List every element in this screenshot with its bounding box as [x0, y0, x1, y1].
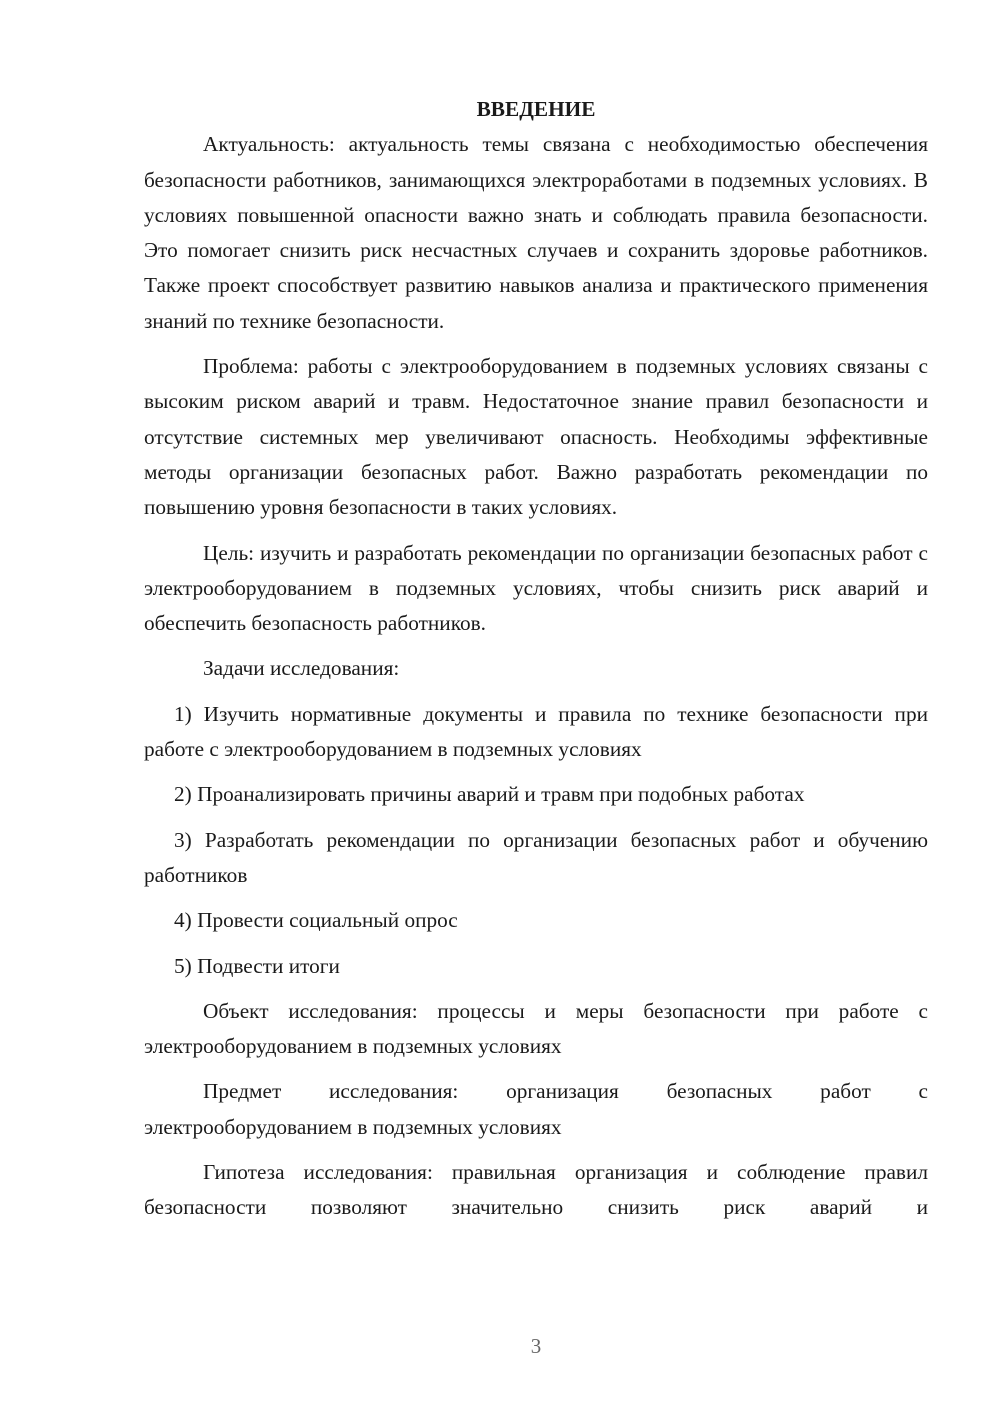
- section-heading: ВВЕДЕНИЕ: [476, 97, 596, 121]
- goal-paragraph: Цель: изучить и разработать рекомендации по организации безопасных работ с электрооборудованием в подземных условиях, чтобы снизить риск аварий и обеспечить безопасность работников.: [144, 540, 928, 636]
- task-item-3: 3) Разработать рекомендации по организации безопасных работ и обучению работников: [144, 827, 928, 887]
- problem-paragraph: Проблема: работы с электрооборудованием в подземных условиях связаны с высоким риском аварий и травм. Недостаточное знание правил безопасности и отсутствие системных мер увеличивают опасность. Необходимы эффективные методы организации безопасных работ. Важно разработать рекомендации по повышению уровня безопасности в таких условиях.: [144, 354, 928, 520]
- task-item-2: 2) Проанализировать причины аварий и травм при подобных работах: [174, 782, 805, 807]
- document-page: [144, 92, 928, 1226]
- relevance-paragraph: Актуальность: актуальность темы связана с необходимостью обеспечения безопасности работников, занимающихся электроработами в подземных условиях. В условиях повышенной опасности важно знать и соблюдать правила безопасности. Это помогает снизить риск несчастных случаев и сохранить здоровье работников. Также проект способствует развитию навыков анализа и практического применения знаний по технике безопасности.: [144, 132, 928, 333]
- tasks-title: Задачи исследования:: [203, 656, 400, 681]
- task-item-1: 1) Изучить нормативные документы и правила по технике безопасности при работе с электрооборудованием в подземных условиях: [144, 701, 928, 762]
- task-item-4: 4) Провести социальный опрос: [174, 908, 458, 933]
- object-paragraph: Объект исследования: процессы и меры безопасности при работе с электрооборудованием в подземных условиях: [144, 998, 928, 1059]
- page-number: 3: [530, 1334, 542, 1358]
- subject-paragraph: Предмет исследования: организация безопасных работ с электрооборудованием в подземных условиях: [144, 1079, 928, 1139]
- hypothesis-paragraph: Гипотеза исследования: правильная организация и соблюдение правил безопасности позволяют значительно снизить риск аварий и: [144, 1160, 928, 1220]
- task-item-5: 5) Подвести итоги: [174, 953, 340, 978]
